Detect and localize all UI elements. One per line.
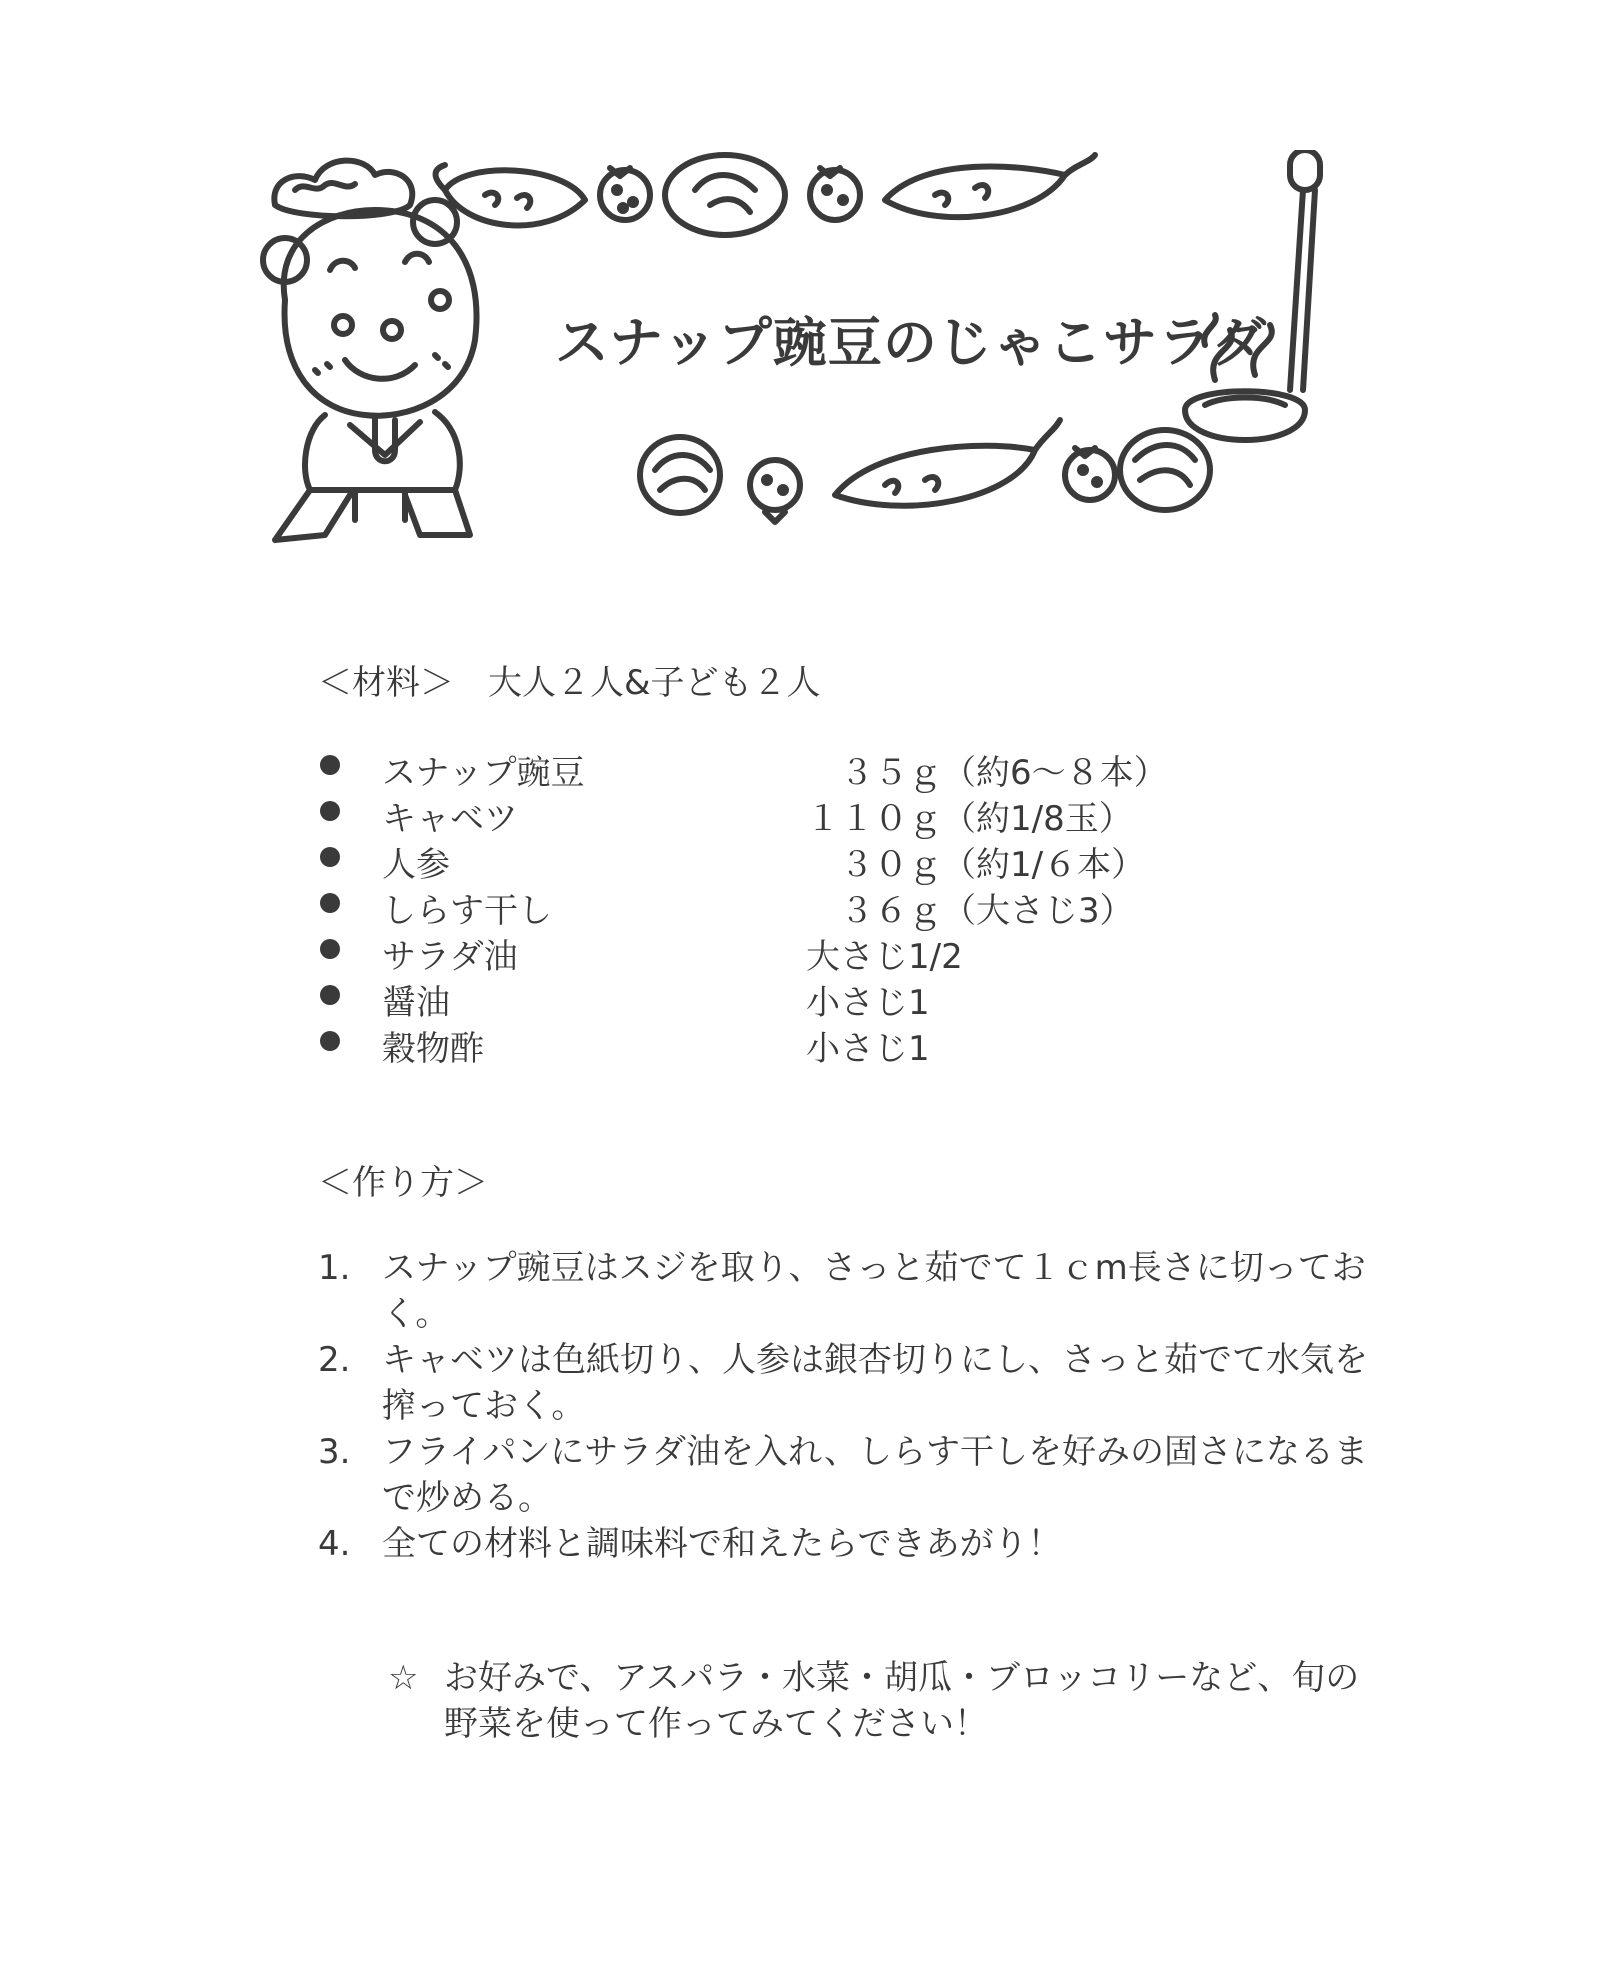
ingredient-amount: 小さじ1 bbox=[806, 983, 930, 1023]
bullet-icon bbox=[320, 755, 340, 775]
step-text: スナップ豌豆はスジを取り、さっと茹でて１ｃm長さに切っておく。 bbox=[382, 1248, 1366, 1334]
tip-text: お好みで、アスパラ・水菜・胡瓜・ブロッコリーなど、旬の野菜を使って作ってみてください！ bbox=[444, 1658, 1360, 1744]
list-item bbox=[318, 1521, 1378, 1567]
star-icon: ☆ bbox=[388, 1658, 419, 1698]
ingredient-amount: ３０ｇ（約1/６本） bbox=[806, 845, 1146, 885]
steps-list bbox=[318, 1245, 1378, 1567]
list-item bbox=[318, 1245, 1378, 1337]
step-number: 2. bbox=[318, 1340, 351, 1380]
ingredient-name: 穀物酢 bbox=[382, 1029, 484, 1069]
list-item bbox=[318, 1429, 1378, 1521]
ingredient-amount: ３６ｇ（大さじ3） bbox=[806, 891, 1134, 931]
step-number: 3. bbox=[318, 1432, 351, 1472]
ingredient-name: 醤油 bbox=[382, 983, 450, 1023]
step-number: 4. bbox=[318, 1524, 351, 1564]
bullet-icon bbox=[320, 1031, 340, 1051]
ladle-icon bbox=[1185, 150, 1320, 440]
ingredient-amount: 小さじ1 bbox=[806, 1029, 930, 1069]
list-item bbox=[318, 929, 1218, 975]
step-number: 1. bbox=[318, 1248, 351, 1288]
ingredient-name: キャベツ bbox=[382, 799, 518, 839]
method-header: ＜作り方＞ bbox=[318, 1163, 488, 1203]
ingredient-name: スナップ豌豆 bbox=[382, 753, 585, 793]
ingredient-name: しらす干し bbox=[382, 891, 552, 931]
list-item bbox=[318, 883, 1218, 929]
list-item bbox=[318, 975, 1218, 1021]
ingredients-list bbox=[318, 745, 1218, 1067]
step-text: 全ての材料と調味料で和えたらできあがり！ bbox=[382, 1524, 1062, 1564]
ingredient-amount: 大さじ1/2 bbox=[806, 937, 963, 977]
ingredient-name: 人参 bbox=[382, 845, 450, 885]
bullet-icon bbox=[320, 985, 340, 1005]
list-item bbox=[318, 791, 1218, 837]
ingredients-header: ＜材料＞ 大人２人&子ども２人 bbox=[318, 663, 821, 703]
ingredient-amount: １１０ｇ（約1/8玉） bbox=[806, 799, 1133, 839]
bottom-vegetables-icon bbox=[640, 420, 1210, 522]
bear-chef-icon bbox=[263, 161, 477, 540]
bullet-icon bbox=[320, 939, 340, 959]
list-item bbox=[318, 1021, 1218, 1067]
ingredient-amount: ３５ｇ（約6～８本） bbox=[806, 753, 1168, 793]
list-item bbox=[318, 745, 1218, 791]
bullet-icon bbox=[320, 847, 340, 867]
top-vegetables-icon bbox=[436, 155, 1095, 235]
bullet-icon bbox=[320, 801, 340, 821]
list-item bbox=[318, 1337, 1378, 1429]
tip-note bbox=[388, 1655, 1378, 1747]
step-text: フライパンにサラダ油を入れ、しらす干しを好みの固さになるまで炒める。 bbox=[382, 1432, 1368, 1518]
bullet-icon bbox=[320, 893, 340, 913]
ingredient-name: サラダ油 bbox=[382, 937, 518, 977]
step-text: キャベツは色紙切り、人参は銀杏切りにし、さっと茹でて水気を搾っておく。 bbox=[382, 1340, 1368, 1426]
list-item bbox=[318, 837, 1218, 883]
recipe-title: スナップ豌豆のじゃこサラダ bbox=[555, 311, 1268, 374]
